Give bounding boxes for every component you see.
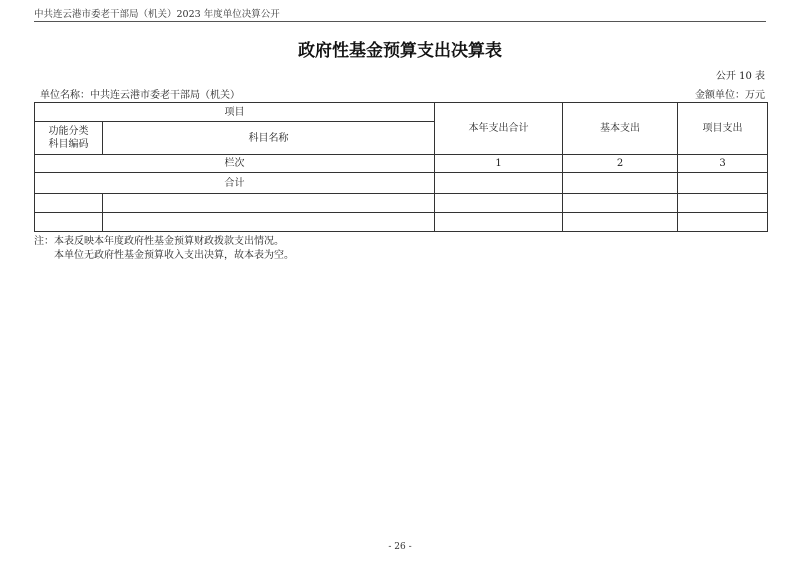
seq-row	[35, 155, 768, 173]
header-code: 功能分类 科目编码	[35, 122, 103, 155]
seq-label: 栏次	[35, 155, 435, 173]
running-header: 中共连云港市委老干部局（机关）2023 年度单位决算公开	[34, 9, 280, 20]
header-item: 项目	[35, 103, 435, 122]
table-row	[35, 194, 768, 213]
total-value-project	[678, 173, 768, 194]
seq-col-1: 1	[435, 155, 563, 173]
header-divider	[34, 21, 766, 22]
note-line-1: 注：本表反映本年度政府性基金预算财政拨款支出情况。	[34, 236, 284, 247]
currency-unit: 金额单位：万元	[695, 90, 765, 101]
seq-col-2: 2	[563, 155, 678, 173]
total-value-basic	[563, 173, 678, 194]
unit-name: 单位名称：中共连云港市委老干部局（机关）	[40, 90, 240, 101]
note-line-2: 本单位无政府性基金预算收入支出决算，故本表为空。	[54, 250, 294, 261]
header-basic: 基本支出	[563, 103, 678, 155]
header-name: 科目名称	[103, 122, 435, 155]
total-label: 合计	[35, 173, 435, 194]
form-number: 公开 10 表	[715, 71, 765, 82]
unit-info-row	[40, 86, 765, 101]
fund-expenditure-table	[34, 102, 768, 232]
page-title: 政府性基金预算支出决算表	[298, 41, 502, 61]
total-row	[35, 173, 768, 194]
table-row	[35, 213, 768, 232]
header-project: 项目支出	[678, 103, 768, 155]
total-value-total	[435, 173, 563, 194]
header-row-1	[35, 103, 768, 122]
page-number: - 26 -	[388, 542, 412, 552]
seq-col-3: 3	[678, 155, 768, 173]
header-total: 本年支出合计	[435, 103, 563, 155]
footnotes	[34, 235, 294, 263]
